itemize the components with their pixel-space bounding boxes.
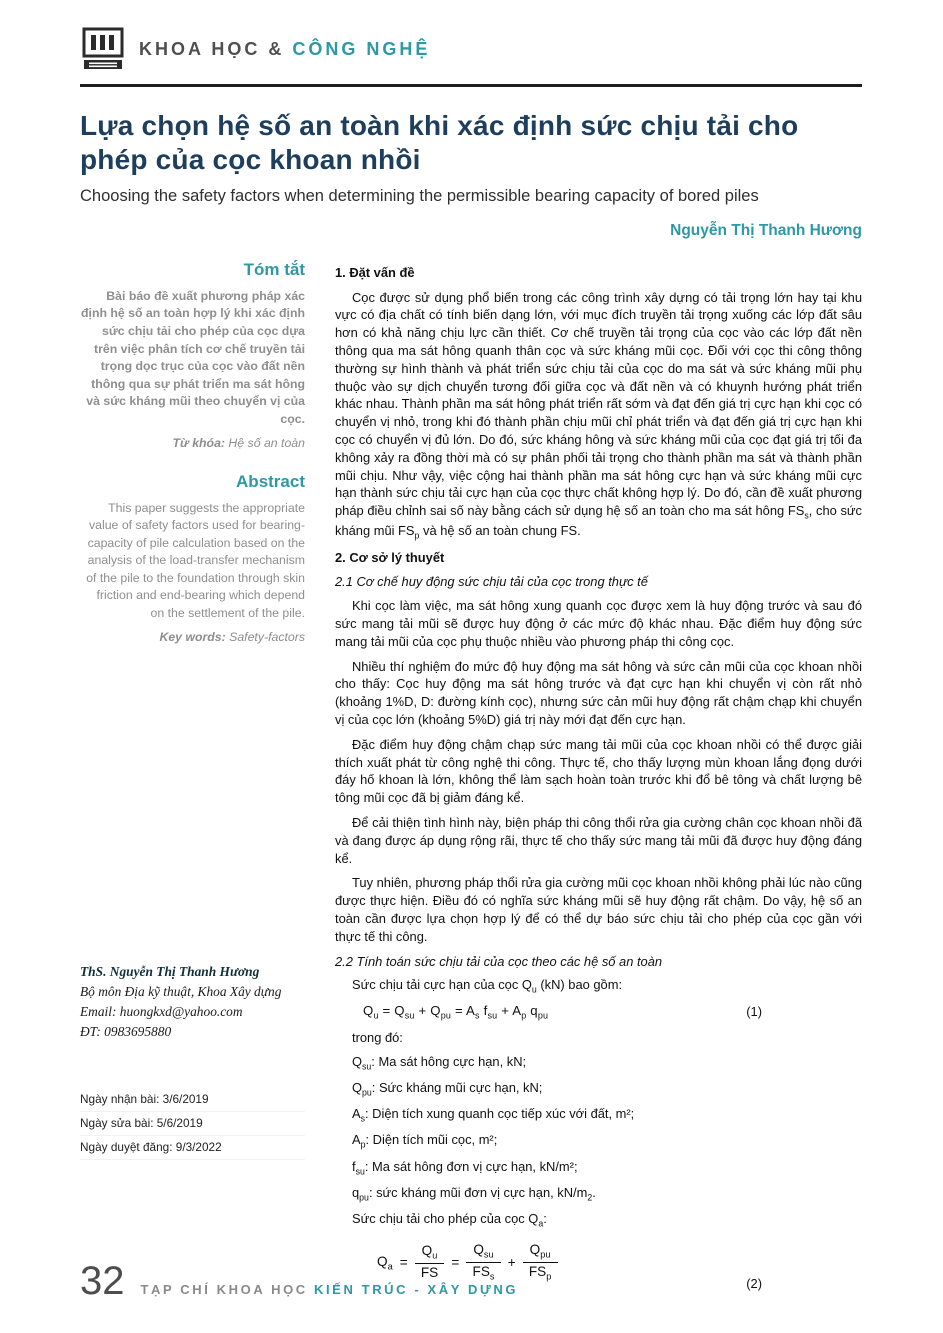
fraction-denominator: $FS_s$ xyxy=(472,1263,495,1282)
formula-1: $Q_u = Q_{su} + Q_{pu} = A_s$ $f_{su} + A_p$ $q_{pu}$ xyxy=(363,1002,549,1021)
equation-number-2: (2) xyxy=(746,1275,762,1291)
section-1-heading: 1. Đặt vấn đề xyxy=(335,264,415,280)
tomtat-keywords-label: Từ khóa: xyxy=(172,435,229,450)
equation-number-1: (1) xyxy=(746,1004,762,1020)
paragraph: Đặc điểm huy động chậm chạp sức mang tải mũi của cọc khoan nhồi có thể được giải thích xuất phát từ công nghệ thi công. Thực tế, cho thấy lượng mùn khoan lắng đọng dưới đáy hố khoan là lớn, không thể làm sạch hoàn toàn trước khi đổ bê tông và chất lượng bê tông mũi cọc đã bị giảm đáng kể. xyxy=(335,736,862,806)
definition-item: $A_p$: Diện tích mũi cọc, m²; xyxy=(352,1132,498,1151)
author-dept: Bộ môn Địa kỹ thuật, Khoa Xây dựng xyxy=(80,983,282,999)
journal-logo-icon xyxy=(80,26,126,72)
formula-2-lhs: $Q_a$ xyxy=(377,1253,393,1272)
tomtat-keywords-value: Hệ số an toàn xyxy=(228,435,305,450)
where-label: trong đó: xyxy=(352,1029,403,1045)
fraction-denominator: $FS_p$ xyxy=(528,1263,552,1282)
fraction-numerator: $Q_{su}$ xyxy=(466,1242,500,1263)
date-revised: Ngày sửa bài: 5/6/2019 xyxy=(80,1112,305,1136)
tomtat-text: Bài báo đề xuất phương pháp xác định hệ số an toàn hợp lý khi xác định sức chịu tải cho phép của cọc dựa trên việc phân tích cơ chế truyền tải trọng dọc trục của cọc vào đất nền thông qua sự phát triển ma sát hông và sức kháng mũi theo chuyển vị của cọc. xyxy=(81,288,305,426)
fraction-numerator: $Q_u$ xyxy=(415,1243,445,1264)
author-info xyxy=(80,962,305,1042)
journal-header xyxy=(80,0,862,87)
definition-item: $Q_{pu}$: Sức kháng mũi cực hạn, kN; xyxy=(352,1080,543,1098)
section-2-2-heading: 2.2 Tính toán sức chịu tải của cọc theo các hệ số an toàn xyxy=(335,953,663,969)
page-footer xyxy=(80,1261,862,1301)
abstract-keywords xyxy=(80,630,305,644)
page-number: 32 xyxy=(80,1259,125,1303)
fraction-denominator: FS xyxy=(420,1265,439,1281)
plus-sign: + xyxy=(507,1254,516,1270)
fraction-numerator: $Q_{pu}$ xyxy=(523,1242,558,1263)
definition-item: $Q_{su}$: Ma sát hông cực hạn, kN; xyxy=(352,1053,527,1072)
equals-sign: = xyxy=(451,1254,460,1270)
abstract-text: This paper suggests the appropriate value of safety factors used for bearing-capacity of pile calculation based on the analysis of the load-transfer mechanism of the pile to the foundation through skin friction and end-bearing which depend on the settlement of the pile. xyxy=(86,500,305,620)
journal-name-part2: CÔNG NGHỆ xyxy=(292,38,431,59)
article-author: Nguyễn Thị Thanh Hương xyxy=(670,221,862,239)
journal-name-part1: KHOA HỌC & xyxy=(139,38,293,59)
article-body xyxy=(80,260,862,1291)
definition-item: $f_{su}$: Ma sát hông đơn vị cực hạn, kN/m²; xyxy=(352,1158,578,1177)
article-title: Lựa chọn hệ số an toàn khi xác định sức chịu tải cho phép của cọc khoan nhồi xyxy=(80,110,799,176)
formula-2-intro: Sức chịu tải cho phép của cọc $Q_a$: xyxy=(352,1210,547,1229)
main-column xyxy=(335,260,862,1291)
section-1-paragraph: Cọc được sử dụng phổ biến trong các công trình xây dựng có tải trọng lớn hay tại khu vực có địa chất có tính biến dạng lớn, với mục đích truyền tải trọng xuống các lớp đất sâu hơn có khả năng chịu lực cần thiết. Cơ chế truyền tải trọng của cọc vào các lớp đất nền thông qua ma sát hông quanh thân cọc và sức kháng mũi cọc. Đối với cọc thi công thông thường sự hình thành và phát triển sức chịu tải của cọc do ma sát và sức kháng mũi phụ thuộc vào sự dịch chuyển tương đối giữa cọc và đất nền và có khuynh hướng phát triển khác nhau. Thành phần ma sát hông phát triển rất sớm và đạt đến giá trị cực hạn khi cọc có chuyển vị nhỏ, trong khi đó thành phần chịu mũi chỉ phát triển và đạt đến giá trị cực hạn khi cọc có chuyển vị đủ lớn. Do đó, sức kháng hông và sức kháng mũi của cọc đạt giá trị tối đa không xảy ra đồng thời mà có sự phân phối tải trọng cho thành phần ma sát và thành phần mũi chịu. Như vậy, việc cộng hai thành phần ma sát hông cực hạn và sức kháng mũi cực hạn thành sức chịu tải cực hạn của cọc thực chất không hợp lý. Do đó, cần đề xuất phương pháp điều chỉnh sai số này bằng cách sử dụng hệ số an toàn cho ma sát hông $FS_s$, cho sức kháng mũi $FS_p$ và hệ số an toàn chung FS. xyxy=(335,289,862,541)
article-subtitle: Choosing the safety factors when determining the permissible bearing capacity of bored piles xyxy=(80,186,759,205)
definition-item: $q_{pu}$: sức kháng mũi đơn vị cực hạn, $kN/m_2$. xyxy=(352,1184,596,1203)
author-phone: ĐT: 0983695880 xyxy=(80,1023,172,1039)
author-email: Email: huongkxd@yahoo.com xyxy=(80,1003,243,1019)
abstract-keywords-label: Key words: xyxy=(159,629,230,644)
abstract-keywords-value: Safety-factors xyxy=(229,629,305,644)
footer-text-part1: TẠP CHÍ KHOA HỌC xyxy=(140,1282,314,1297)
dates xyxy=(80,1088,305,1160)
date-received: Ngày nhận bài: 3/6/2019 xyxy=(80,1088,305,1112)
section-2-heading: 2. Cơ sở lý thuyết xyxy=(335,549,445,565)
journal-name xyxy=(139,39,430,60)
paragraph: Nhiều thí nghiệm đo mức độ huy động ma sát hông và sức cản mũi của cọc khoan nhồi cho thấy: Cọc huy động ma sát hông trước và đạt cực hạn khi chuyển vị còn rất nhỏ (khoảng 1%D, D: đường kính cọc), nhưng sức cản mũi huy động rất chậm chạp khi chuyển vị của cọc lớn (khoảng 5%D) giá trị này mới đạt đến cực hạn. xyxy=(335,658,862,727)
paragraph: Tuy nhiên, phương pháp thổi rửa gia cường mũi cọc khoan nhồi không phải lúc nào cũng được thực hiện. Điều đó có nghĩa sức kháng mũi sẽ huy động rất chậm. Do vậy, hệ số an toàn cần được lựa chọn hợp lý để có thể dự báo sức chịu tải cho phép của cọc gần với thực tế thi công. xyxy=(335,875,862,944)
footer-text-part2: KIẾN TRÚC - XÂY DỰNG xyxy=(313,1282,519,1297)
equals-sign: = xyxy=(399,1254,408,1270)
tomtat-heading: Tóm tắt xyxy=(243,259,305,279)
paragraph: Để cải thiện tình hình này, biện pháp thi công thổi rửa gia cường chân cọc khoan nhồi đã và đang được áp dụng rộng rãi, thực tế cho thấy sức mang tải mũi đã được huy động đáng kể. xyxy=(335,814,862,866)
footer-journal-text xyxy=(141,1282,519,1297)
tomtat-keywords xyxy=(80,436,305,450)
paragraph: Khi cọc làm việc, ma sát hông xung quanh cọc được xem là huy động trước và sau đó sức mang tải mũi sẽ được huy động ở các mức độ khác nhau. Đặc điểm huy động sức mang tải mũi của cọc phụ thuộc nhiều vào phương pháp thi công cọc. xyxy=(335,598,862,649)
sidebar xyxy=(80,260,305,1291)
section-2-1-heading: 2.1 Cơ chế huy động sức chịu tải của cọc trong thực tế xyxy=(335,574,648,590)
abstract-heading: Abstract xyxy=(236,471,305,491)
author-name: ThS. Nguyễn Thị Thanh Hương xyxy=(80,963,260,979)
formula-1-intro: Sức chịu tải cực hạn của cọc $Q_u$ (kN) bao gồm: xyxy=(352,977,623,995)
formula-1-row xyxy=(335,1003,862,1021)
date-accepted: Ngày duyệt đăng: 9/3/2022 xyxy=(80,1136,305,1160)
definition-item: $A_s$: Diện tích xung quanh cọc tiếp xúc với đất, m²; xyxy=(352,1106,635,1124)
